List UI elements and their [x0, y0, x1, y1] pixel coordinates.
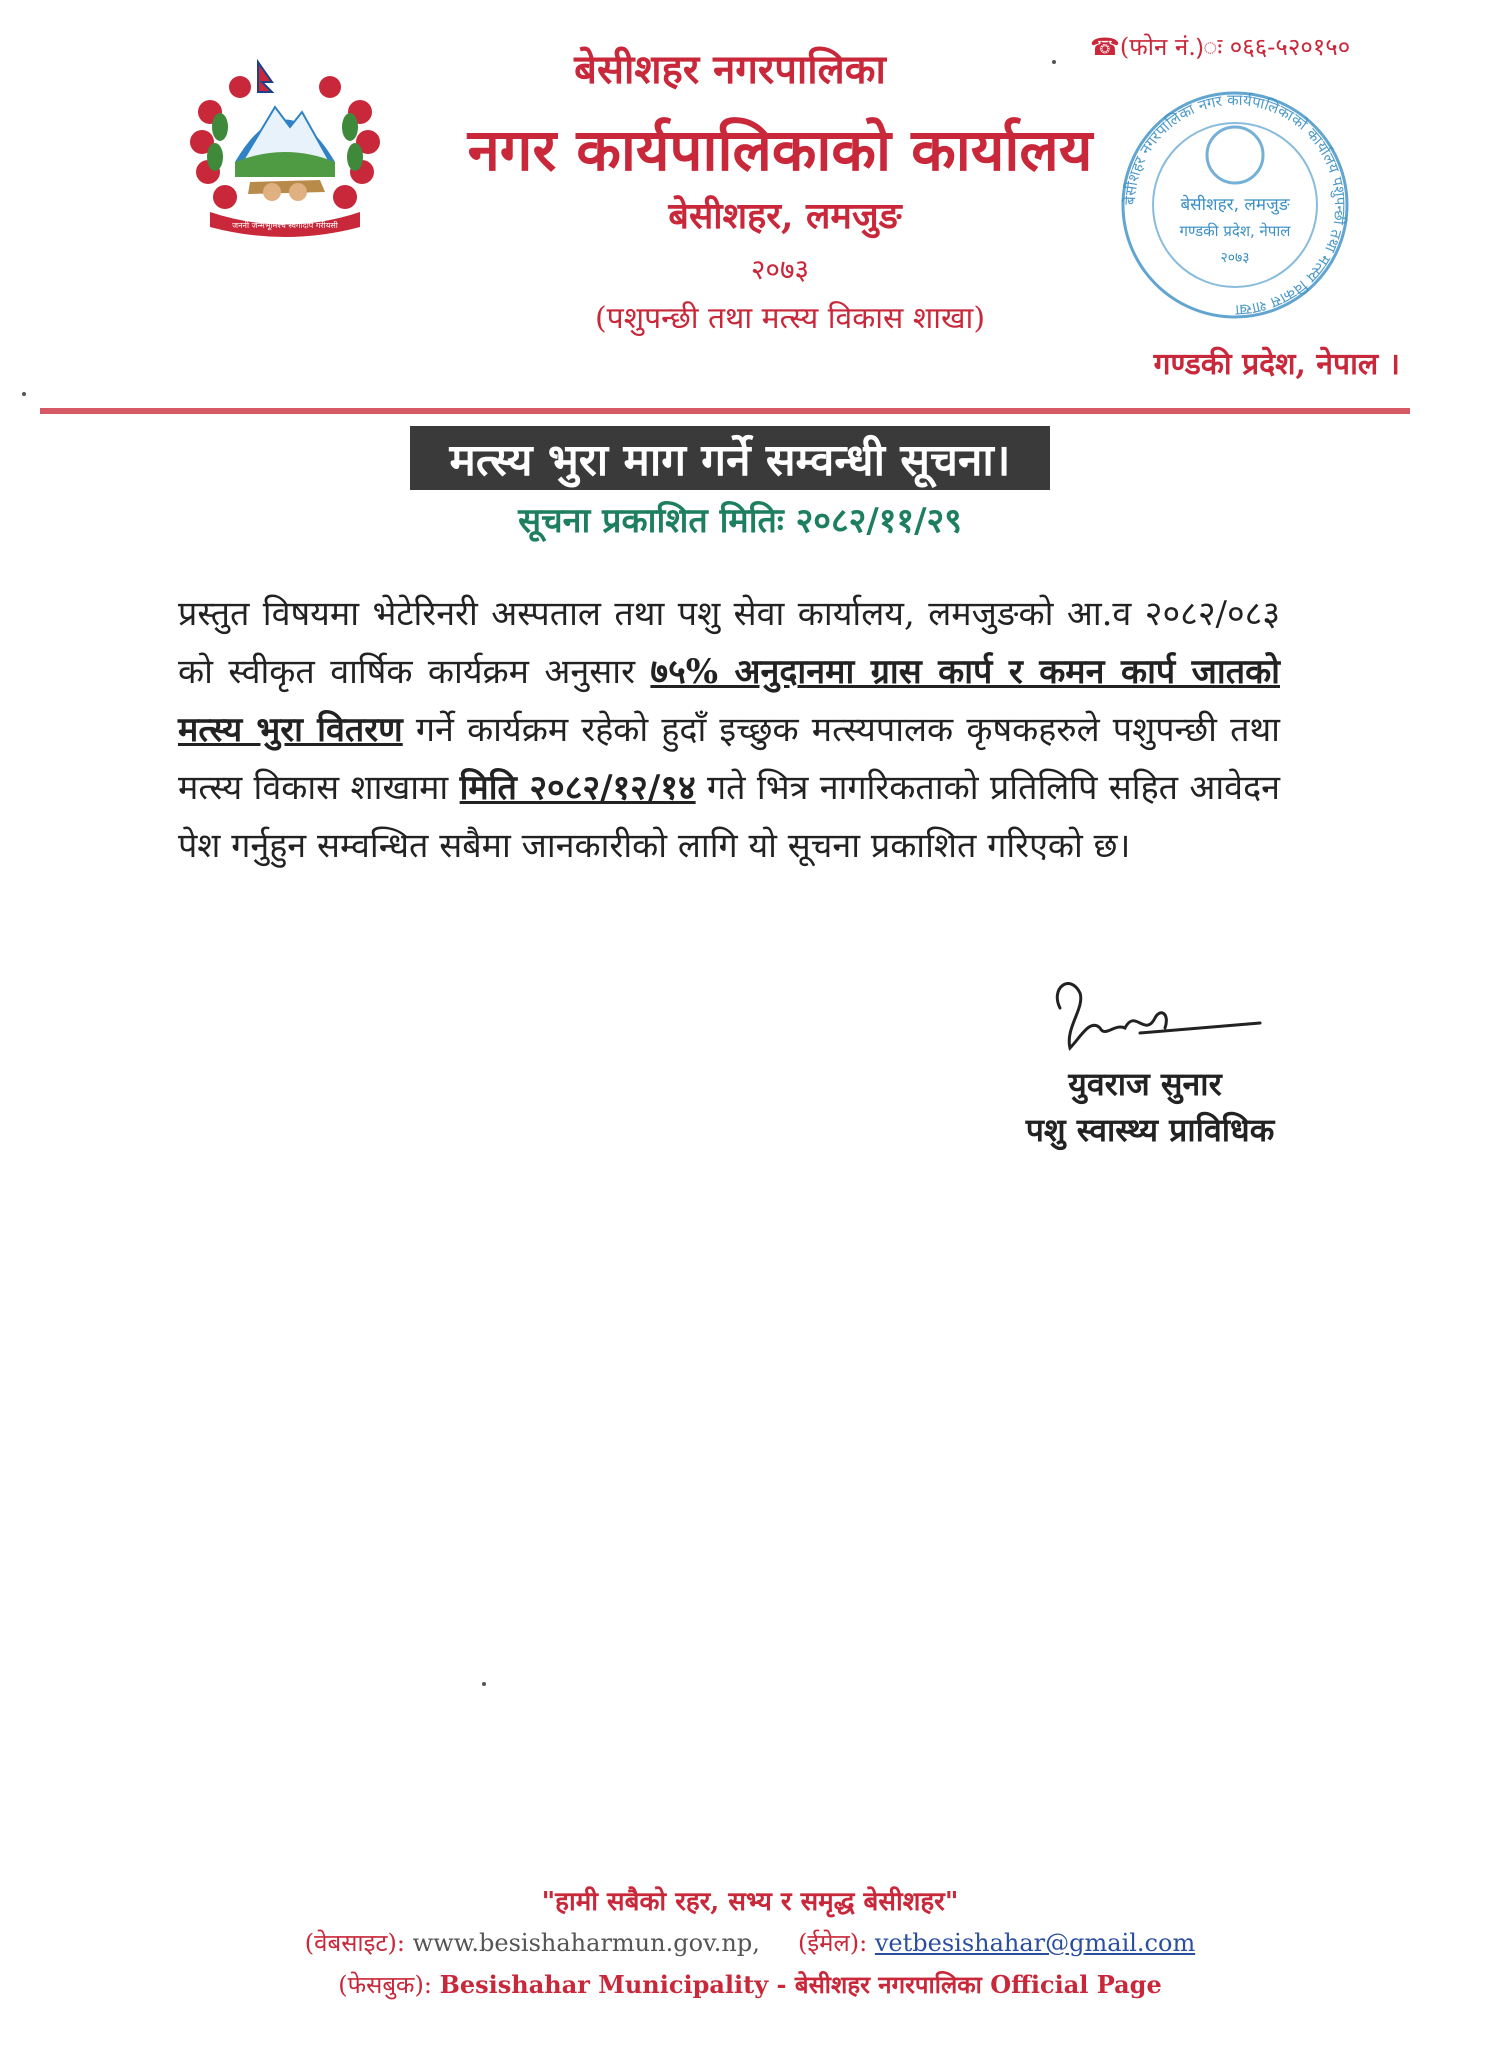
scan-speck: [482, 1682, 486, 1686]
nepal-emblem-icon: [180, 52, 390, 242]
signer-name: युवराज सुनार: [1068, 1065, 1222, 1103]
office-name: नगर कार्यपालिकाको कार्यालय: [467, 116, 1093, 184]
stamp-ring-text: बेसीशहर नगरपालिका नगर कार्यपालिकाको कार्यालय पशुपन्छी तथा मत्स्य विकास शाखा: [1120, 90, 1350, 320]
office-location: बेसीशहर, लमजुङ: [668, 195, 902, 237]
footer-contact: [300, 1926, 1200, 1959]
website-link[interactable]: www.besishaharmun.gov.np,: [412, 1929, 760, 1957]
body-highlight-subsidy: ७५% अनुदानमा ग्रास कार्प र कमन कार्प जातको मत्स्य भुरा वितरण: [178, 652, 1280, 750]
body-text-part: गते भित्र नागरिकताको प्रतिलिपि सहित आवेदन पेश गर्नुहुन सम्वन्धित सबैमा जानकारीको लागि यो सूचना प्रकाशित गरिएको छ।: [178, 768, 1280, 866]
handwritten-signature: [1040, 968, 1270, 1068]
established-year: २०७३: [750, 253, 810, 286]
website-label: (वेबसाइट):: [304, 1929, 405, 1957]
email-link[interactable]: vetbesishahar@gmail.com: [874, 1929, 1196, 1957]
province-name: गण्डकी प्रदेश, नेपाल ।: [1153, 347, 1400, 382]
scan-speck: [22, 392, 26, 396]
body-text-part: प्रस्तुत विषयमा भेटेरिनरी अस्पताल तथा पशु सेवा कार्यालय, लमजुङको आ.व २०८२/०८३ को स्वीकृत वार्षिक कार्यक्रम अनुसार: [178, 594, 1280, 692]
stamp-year-text: २०७३: [1220, 250, 1250, 266]
branch-name: (पशुपन्छी तथा मत्स्य विकास शाखा): [594, 301, 986, 336]
signer-title: पशु स्वास्थ्य प्राविधिक: [1025, 1111, 1275, 1149]
published-date: सूचना प्रकाशित मितिः २०८२/११/२९: [518, 501, 962, 541]
body-text-part: गर्ने कार्यक्रम रहेको हुदाँ इच्छुक मत्स्यपालक कृषकहरुले पशुपन्छी तथा मत्स्य विकास शाखामा: [178, 710, 1280, 808]
footer-social: [300, 1968, 1200, 2001]
office-stamp-icon: [1110, 80, 1360, 330]
body-highlight-deadline: मिति २०८२/१२/१४: [459, 768, 696, 808]
notice-title: मत्स्य भुरा माग गर्ने सम्वन्धी सूचना।: [410, 426, 1050, 490]
header-divider: [40, 408, 1410, 414]
notice-body: [178, 585, 1280, 875]
stamp-bottom-text: गण्डकी प्रदेश, नेपाल: [1179, 222, 1291, 240]
stamp-center-text: बेसीशहर, लमजुङ: [1180, 195, 1290, 215]
facebook-page-link[interactable]: Besishahar Municipality - बेसीशहर नगरपालिका Official Page: [439, 1970, 1162, 1999]
phone-number: ☎(फोन नं.)ः ०६६-५२०१५०: [1090, 33, 1351, 61]
email-label: (ईमेल):: [797, 1929, 868, 1957]
emblem-banner-text: जननी जन्मभूमिश्च स्वर्गादपि गरीयसी: [232, 221, 338, 230]
municipality-name: बेसीशहर नगरपालिका: [574, 46, 886, 93]
footer-slogan: "हामी सबैको रहर, सभ्य र समृद्ध बेसीशहर": [541, 1887, 959, 1917]
scan-speck: [1052, 60, 1056, 64]
facebook-label: (फेसबुक):: [338, 1971, 432, 1999]
